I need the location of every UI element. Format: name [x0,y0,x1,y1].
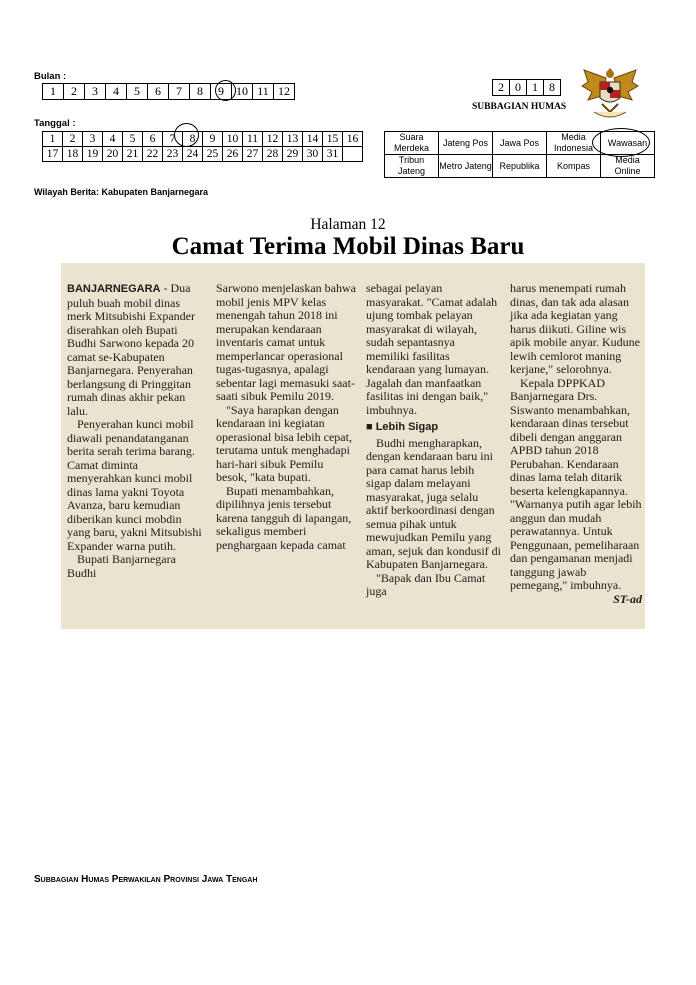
month-cell: 1 [43,84,64,100]
date-cell: 27 [243,147,263,162]
media-outlet-cell: Jateng Pos [439,132,493,155]
date-cell: 6 [143,132,163,147]
date-cell [343,147,363,162]
date-cell: 13 [283,132,303,147]
date-cell: 18 [63,147,83,162]
date-cell: 4 [103,132,123,147]
square-bullet-icon: ■ [366,421,376,433]
article-column-3 [366,282,501,599]
year-digit-cell: 2 [493,80,510,96]
article-column-4 [510,282,642,606]
subheading-text: Lebih Sigap [375,421,439,433]
month-cell: 3 [85,84,106,100]
article-column-1 [67,282,205,580]
date-cell: 2 [63,132,83,147]
date-cell: 5 [123,132,143,147]
date-cell: 26 [223,147,243,162]
article-paragraph: harus menempati rumah dinas, dan tak ada alasan jika ada kegiatan yang harus diikuti. Giline wis apik mobile anyar. Kudune lewih cemlorot maning kerjane," selorohnya. [510,281,640,376]
article-paragraph: Bupati menambahkan, dipilihnya jenis tersebut karena tangguh di lapangan, sekaligus memberi penghargaan kepada camat [216,483,352,552]
byline: ST-ad [613,591,642,606]
dateline: BANJARNEGARA [67,283,161,295]
date-cell: 9 [203,132,223,147]
date-cell: 21 [123,147,143,162]
tanggal-label: Tanggal : [34,118,76,129]
date-cell: 7 [163,132,183,147]
date-cell: 24 [183,147,203,162]
month-cell: 2 [64,84,85,100]
article-paragraph: Bupati Banjarnegara Budhi [67,552,176,580]
media-outlet-cell: Tribun Jateng [385,155,439,178]
date-cell: 15 [323,132,343,147]
date-cell: 22 [143,147,163,162]
month-cell: 12 [274,84,295,100]
headline: Camat Terima Mobil Dinas Baru [171,233,525,260]
month-cell: 10 [232,84,253,100]
date-cell: 19 [83,147,103,162]
month-cell: 6 [148,84,169,100]
month-cell: 5 [127,84,148,100]
media-circle-mark [592,128,650,157]
media-outlet-cell: Suara Merdeka [385,132,439,155]
date-cell: 12 [263,132,283,147]
date-cell: 10 [223,132,243,147]
month-cell: 4 [106,84,127,100]
date-cell: 14 [303,132,323,147]
newspaper-clipping [61,263,645,629]
month-cell: 11 [253,84,274,100]
date-cell: 30 [303,147,323,162]
media-outlet-cell: Jawa Pos [493,132,547,155]
date-cell: 25 [203,147,223,162]
dept-label: SUBBAGIAN HUMAS [472,102,567,112]
article-paragraph: "Bapak dan Ibu Camat juga [366,570,486,598]
month-grid [42,83,295,100]
article-paragraph: Penyerahan kunci mobil diawali penandatanganan berita serah terima barang. Camat diminta menyerahkan kunci mobil dinas lama yakni Toyota Avanza, baru kemudian diberikan kunci mobdin yang baru, yakni Mitsubishi Expander warna putih. [67,417,202,553]
month-circle-mark [215,80,236,101]
wilayah-label: Wilayah Berita: Kabupaten Banjarnegara [34,187,208,197]
media-outlet-cell: Republika [493,155,547,178]
media-outlet-cell: Metro Jateng [439,155,493,178]
bulan-label: Bulan : [34,71,67,82]
date-cell: 28 [263,147,283,162]
media-outlet-cell: Media Indonesia [547,132,601,155]
date-grid [42,131,363,162]
article-paragraph: Sarwono menjelaskan bahwa mobil jenis MPV kelas menengah tahun 2018 ini merupakan kendaraan inventaris camat untuk memperlancar operasional tugas-tugasnya, apalagi sebentar lagi memasuki saat-saati sibuk Pemilu 2019. [216,281,356,403]
paragraph-text: - Dua puluh buah mobil dinas merk Mitsubishi Expander diserahkan oleh Bupati Budhi Sarwono kepada 20 camat se-Kabupaten Banjarnegara. Penyerahan berlangsung di Pringgitan rumah dinas akhir pekan lalu. [67,281,195,418]
date-cell: 1 [43,132,63,147]
date-cell: 11 [243,132,263,147]
page-number: Halaman 12 [310,216,386,233]
media-outlet-cell: Kompas [547,155,601,178]
year-digit-cell: 0 [510,80,527,96]
subheading [366,421,501,435]
month-cell: 9 [211,84,232,100]
article-paragraph: sebagai pelayan masyarakat. "Camat adalah ujung tombak pelayan masyarakat di wilayah, sudah sepantasnya memiliki fasilitas kendaraan yang lumayan. Jagalah dan manfaatkan fasilitas ini dengan baik," imbuhnya. [366,281,498,417]
date-cell: 23 [163,147,183,162]
year-digit-cell: 1 [527,80,544,96]
article-paragraph: Budhi mengharapkan, dengan kendaraan baru ini para camat harus lebih sigap dalam melayani masyarakat, juga selalu aktif berkoordinasi dengan semua pihak untuk mewujudkan Pemilu yang aman, sejuk dan kondusif di Kabupaten Banjarnegara. [366,435,501,571]
media-outlet-cell: Wawasan [601,132,655,155]
lead-paragraph [67,282,205,418]
footer-text: Subbagian Humas Perwakilan Provinsi Jawa Tengah [34,874,258,885]
garuda-emblem-logo [580,62,640,124]
article-paragraph: "Saya harapkan dengan kendaraan ini kegiatan operasional bisa lebih cepat, terutama untuk menghadapi hari-hari sibuk Pemilu besok, "kata bupati. [216,402,352,484]
year-grid [492,79,561,96]
article-column-2 [216,282,356,552]
date-cell: 29 [283,147,303,162]
month-cell: 8 [190,84,211,100]
date-cell: 3 [83,132,103,147]
date-cell: 8 [183,132,203,147]
date-cell: 17 [43,147,63,162]
date-cell: 31 [323,147,343,162]
date-circle-mark [174,123,199,147]
month-cell: 7 [169,84,190,100]
date-cell: 20 [103,147,123,162]
date-cell: 16 [343,132,363,147]
media-outlet-cell: Media Online [601,155,655,178]
article-paragraph: Kepala DPPKAD Banjarnegara Drs. Siswanto menambahkan, kendaraan dinas tersebut dibeli dengan anggaran APBD tahun 2018 Perubahan. Kendaraan dinas lama telah ditarik beserta kelengkapannya. "Warnanya putih agar lebih anggun dan mudah perawatannya. Untuk Penggunaan, pemeliharaan dan pengamanan menjadi tanggung jawab pemegang," imbuhnya. [510,375,642,592]
year-digit-cell: 8 [544,80,561,96]
